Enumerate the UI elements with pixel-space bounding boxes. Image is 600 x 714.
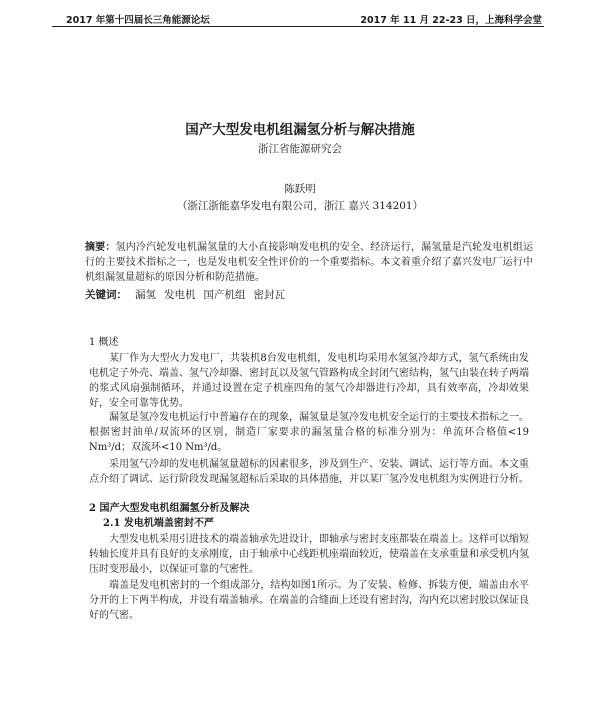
keyword: 漏氢 (135, 289, 156, 301)
abstract (85, 240, 533, 285)
keyword: 密封瓦 (253, 289, 285, 301)
author-name: 陈跃明 (284, 183, 316, 195)
organization: 浙江省能源研究会 (258, 143, 342, 155)
section-heading-1: 1 概述 (89, 337, 119, 348)
paragraph-scope: 采用氢气冷却的发电机漏氢量超标的因素很多，涉及到生产、安装、调试、运行等方面。本文重点介绍了调试、运行阶段发现漏氢超标后采取的具体措施，并以某厂氢冷发电机组为实例进行分析。 (89, 459, 529, 485)
section-heading-2: 2 国产大型发电机组漏氢分析及解决 (89, 503, 250, 514)
paragraph-end-cover-structure: 端盖是发电机密封的一个组成部分，结构如图1所示。为了安装、检修、拆装方便，端盖由水平分开的上下两半构成，并设有端盖轴承。在端盖的合缝面上还设有密封沟，沟内充以密封胶以保证良好的气密。 (89, 580, 529, 621)
abstract-text: 氢内冷汽轮发电机漏氢量的大小直接影响发电机的安全、经济运行，漏氢量是汽轮发电机组运行的主要技术指标之一，也是发电机安全性评价的一个重要指标。本文着重介绍了嘉兴发电厂运行中机组漏氢量超标的原因分析和防范措施。 (85, 242, 534, 283)
paragraph-end-cover-design: 大型发电机采用引进技术的端盖轴承先进设计，即轴承与密封支座都装在端盖上。这样可以缩短转轴长度并具有良好的支承刚度，由于轴承中心线距机座端面较近，使端盖在支承重量和承受机内氢压时变形最小，以保证可靠的气密性。 (89, 534, 529, 575)
subsection-heading-2-1: 2.1 发电机端盖密封不严 (103, 518, 214, 529)
keyword: 发电机 (164, 289, 196, 301)
paragraph-leak-standard: 漏氢是氢冷发电机运行中普遍存在的现象，漏氢量是氢冷发电机安全运行的主要技术指标之一。根据密封油单/双流环的区别，制造厂家要求的漏氢量合格的标准分别为：单流环合格值<19 Nm³/d；双流环<10 Nm³/d。 (89, 412, 529, 453)
header-date-venue: 2017 年 11 月 22-23 日，上海科学会堂 (360, 15, 542, 26)
paper-title: 国产大型发电机组漏氢分析与解决措施 (185, 122, 415, 138)
keyword: 国产机组 (203, 289, 246, 301)
abstract-label: 摘要： (85, 242, 116, 253)
author-affiliation: （浙江浙能嘉华发电有限公司，浙江 嘉兴 314201） (176, 200, 424, 212)
header-conference: 2017 年第十四届长三角能源论坛 (66, 15, 210, 26)
keywords-label: 关键词： (85, 289, 127, 301)
keywords (85, 288, 533, 303)
paragraph-overview: 某厂作为大型火力发电厂，共装机8台发电机组，发电机均采用水氢氢冷却方式，氢气系统由发电机定子外壳、端盖、氢气冷却器、密封瓦以及氢气管路构成全封闭气密结构，氢气由装在转子两端的浆式风扇强制循环，并通过设置在定子机座四角的氢气冷却器进行冷却，具有效率高，冷却效果好，安全可靠等优势。 (89, 353, 529, 409)
running-header (52, 10, 544, 27)
